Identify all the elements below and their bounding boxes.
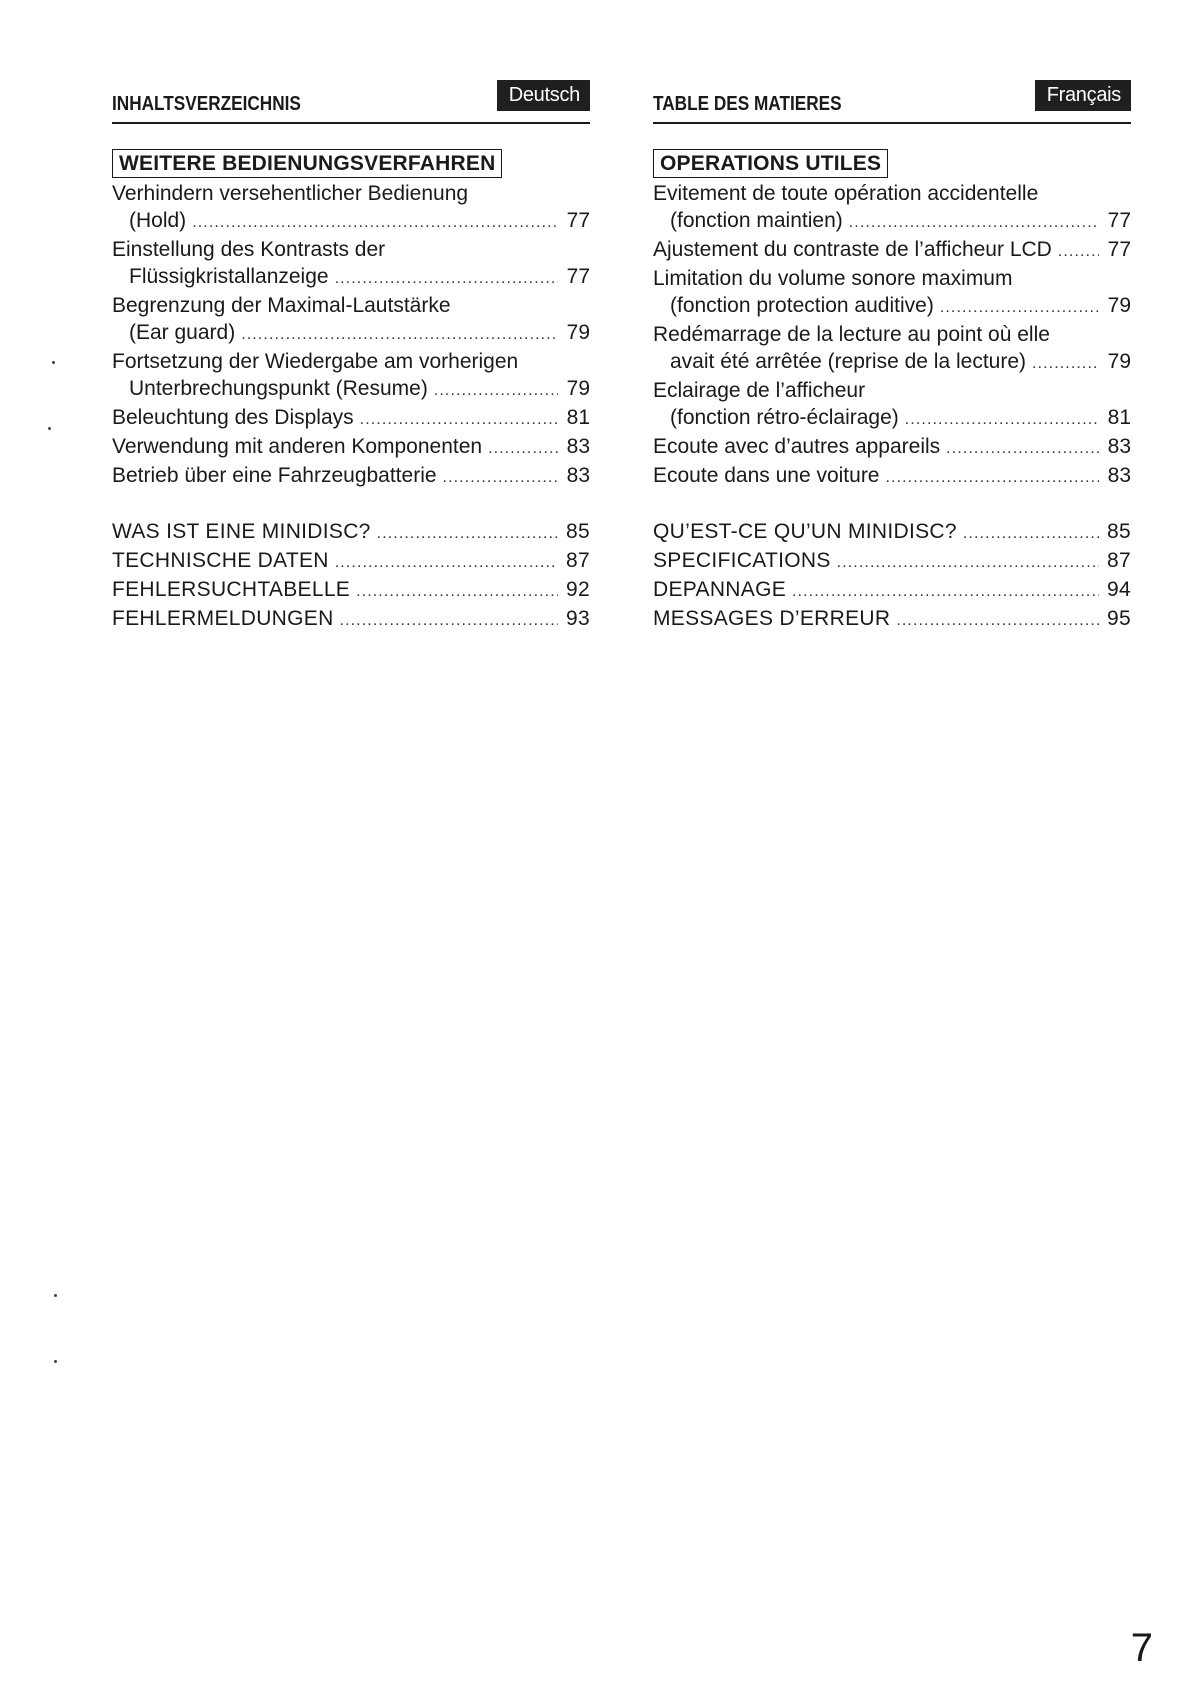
- toc-page-number: 83: [566, 435, 590, 458]
- french-column: [653, 76, 1131, 634]
- toc-entry-text: Redémarrage de la lecture au point où elle: [653, 323, 1050, 346]
- toc-entry-text: Limitation du volume sonore maximum: [653, 267, 1013, 290]
- toc-entry-line: [112, 292, 590, 319]
- toc-entry: [112, 348, 590, 404]
- toc-page-number: 87: [566, 549, 590, 572]
- toc-entry-text: Betrieb über eine Fahrzeugbatterie: [112, 464, 437, 487]
- toc-entry-line: [112, 236, 590, 263]
- toc-entry: [112, 236, 590, 292]
- toc-page-number: 77: [1107, 209, 1131, 232]
- dot-leader: [946, 435, 1099, 462]
- toc-page-number: 83: [1107, 464, 1131, 487]
- toc-page-number: 79: [566, 377, 590, 400]
- toc-page-number: 95: [1107, 607, 1131, 630]
- toc-entry-line: [653, 576, 1131, 605]
- toc-entry: [112, 576, 590, 605]
- toc-page-number: 77: [566, 265, 590, 288]
- toc-entry-line: [112, 207, 590, 236]
- dot-leader: [356, 578, 558, 605]
- toc-entry-line: [653, 518, 1131, 547]
- scan-speck: [54, 1294, 57, 1297]
- dot-leader: [905, 406, 1099, 433]
- toc-entry: [653, 433, 1131, 462]
- toc-entry: [112, 404, 590, 433]
- toc-entry-text: Eclairage de l’afficheur: [653, 379, 866, 402]
- dot-leader: [192, 209, 558, 236]
- dot-leader: [963, 520, 1099, 547]
- toc-entry-text: (fonction protection auditive): [670, 294, 934, 317]
- toc-entry: [653, 180, 1131, 236]
- toc-entry-line: [112, 518, 590, 547]
- toc-entry-text: QU’EST-CE QU’UN MINIDISC?: [653, 520, 957, 543]
- toc-entry-line: [112, 180, 590, 207]
- toc-page-number: 81: [566, 406, 590, 429]
- toc-page-number: 79: [1107, 350, 1131, 373]
- toc-page-number: 93: [566, 607, 590, 630]
- toc-entry-line: [112, 433, 590, 462]
- toc-entry-text: Evitement de toute opération accidentelle: [653, 182, 1039, 205]
- dot-leader: [335, 265, 558, 292]
- toc-page-number: 81: [1107, 406, 1131, 429]
- toc-entry-line: [653, 265, 1131, 292]
- toc-entry: [653, 265, 1131, 321]
- toc-entry-line: [653, 462, 1131, 491]
- toc-entry-text: Ajustement du contraste de l’afficheur LCD: [653, 238, 1052, 261]
- toc-entry-line: [112, 375, 590, 404]
- dot-leader: [360, 406, 558, 433]
- french-section-title: OPERATIONS UTILES: [653, 149, 888, 178]
- toc-page-number: 87: [1107, 549, 1131, 572]
- toc-entry: [112, 518, 590, 547]
- toc-entry-line: [653, 404, 1131, 433]
- toc-entry-text: Begrenzung der Maximal-Lautstärke: [112, 294, 451, 317]
- dot-leader: [377, 520, 558, 547]
- toc-entry: [653, 605, 1131, 634]
- toc-entry-text: (fonction rétro-éclairage): [670, 406, 899, 429]
- toc-entry-line: [653, 292, 1131, 321]
- dot-leader: [340, 607, 558, 634]
- toc-entry-line: [653, 321, 1131, 348]
- toc-entry-line: [112, 605, 590, 634]
- toc-entry: [653, 462, 1131, 491]
- toc-entry-text: TECHNISCHE DATEN: [112, 549, 329, 572]
- toc-entry: [112, 462, 590, 491]
- toc-entry-line: [112, 348, 590, 375]
- scan-speck: [48, 427, 51, 430]
- toc-entry-text: Verwendung mit anderen Komponenten: [112, 435, 483, 458]
- toc-entry-text: FEHLERSUCHTABELLE: [112, 578, 351, 601]
- toc-entry: [112, 547, 590, 576]
- toc-entry-text: (fonction maintien): [670, 209, 843, 232]
- toc-entry: [653, 518, 1131, 547]
- toc-entry: [112, 433, 590, 462]
- french-toc-title: TABLE DES MATIERES: [653, 93, 842, 115]
- dot-leader: [792, 578, 1099, 605]
- dot-leader: [335, 549, 558, 576]
- toc-page-number: 85: [1107, 520, 1131, 543]
- toc-entry-line: [112, 462, 590, 491]
- toc-entry-line: [653, 605, 1131, 634]
- scan-speck: [52, 361, 55, 364]
- german-column: [112, 76, 590, 634]
- toc-entry-line: [112, 319, 590, 348]
- toc-entry-line: [653, 377, 1131, 404]
- toc-page-number: 77: [1107, 238, 1131, 261]
- dot-leader: [837, 549, 1099, 576]
- toc-entry-text: Verhindern versehentlicher Bedienung: [112, 182, 469, 205]
- toc-entry-text: DEPANNAGE: [653, 578, 787, 601]
- scan-speck: [54, 1360, 57, 1363]
- french-language-badge: Français: [1035, 80, 1131, 111]
- german-section-entries: [112, 180, 590, 491]
- toc-entry-line: [112, 263, 590, 292]
- toc-entry-text: MESSAGES D’ERREUR: [653, 607, 891, 630]
- toc-page-number: 83: [1107, 435, 1131, 458]
- toc-entry-text: (Ear guard): [129, 321, 236, 344]
- page-number: 7: [1130, 1626, 1153, 1670]
- dot-leader: [434, 377, 558, 404]
- toc-entry: [112, 180, 590, 236]
- toc-entry-text: Unterbrechungspunkt (Resume): [129, 377, 428, 400]
- toc-entry: [112, 605, 590, 634]
- toc-entry-text: Ecoute dans une voiture: [653, 464, 880, 487]
- toc-entry-text: Beleuchtung des Displays: [112, 406, 354, 429]
- german-toc-title: INHALTSVERZEICHNIS: [112, 93, 301, 115]
- toc-page-number: 79: [1107, 294, 1131, 317]
- toc-entry-text: (Hold): [129, 209, 187, 232]
- toc-entry-line: [112, 404, 590, 433]
- toc-entry-text: Fortsetzung der Wiedergabe am vorherigen: [112, 350, 519, 373]
- dot-leader: [1032, 350, 1099, 377]
- dot-leader: [886, 464, 1100, 491]
- dot-leader: [849, 209, 1099, 236]
- toc-entry-line: [653, 348, 1131, 377]
- toc-entry-line: [653, 547, 1131, 576]
- german-other-entries: [112, 518, 590, 634]
- toc-entry-line: [112, 547, 590, 576]
- dot-leader: [1058, 238, 1099, 265]
- toc-entry: [653, 321, 1131, 377]
- toc-entry-text: Einstellung des Kontrasts der: [112, 238, 386, 261]
- toc-entry: [112, 292, 590, 348]
- dot-leader: [241, 321, 558, 348]
- toc-entry: [653, 236, 1131, 265]
- french-section-entries: [653, 180, 1131, 491]
- toc-page-number: 94: [1107, 578, 1131, 601]
- dot-leader: [443, 464, 558, 491]
- toc-entry-line: [653, 180, 1131, 207]
- toc-page-number: 92: [566, 578, 590, 601]
- toc-entry-text: FEHLERMELDUNGEN: [112, 607, 334, 630]
- toc-entry-text: Flüssigkristallanzeige: [129, 265, 329, 288]
- toc-entry-line: [653, 207, 1131, 236]
- dot-leader: [896, 607, 1099, 634]
- toc-entry-line: [112, 576, 590, 605]
- dot-leader: [940, 294, 1099, 321]
- dot-leader: [488, 435, 558, 462]
- toc-entry-text: WAS IST EINE MINIDISC?: [112, 520, 371, 543]
- german-language-badge: Deutsch: [497, 80, 590, 111]
- toc-entry-text: avait été arrêtée (reprise de la lecture): [670, 350, 1027, 373]
- toc-entry-line: [653, 433, 1131, 462]
- french-other-entries: [653, 518, 1131, 634]
- toc-entry: [653, 377, 1131, 433]
- toc-entry-line: [653, 236, 1131, 265]
- toc-entry: [653, 576, 1131, 605]
- toc-page-number: 79: [566, 321, 590, 344]
- french-header: [653, 76, 1131, 124]
- toc-entry-text: SPECIFICATIONS: [653, 549, 831, 572]
- toc-entry-text: Ecoute avec d’autres appareils: [653, 435, 941, 458]
- toc-page-number: 85: [566, 520, 590, 543]
- german-section-title: WEITERE BEDIENUNGSVERFAHREN: [112, 149, 502, 178]
- german-header: [112, 76, 590, 124]
- toc-page-number: 77: [566, 209, 590, 232]
- toc-entry: [653, 547, 1131, 576]
- toc-page-number: 83: [566, 464, 590, 487]
